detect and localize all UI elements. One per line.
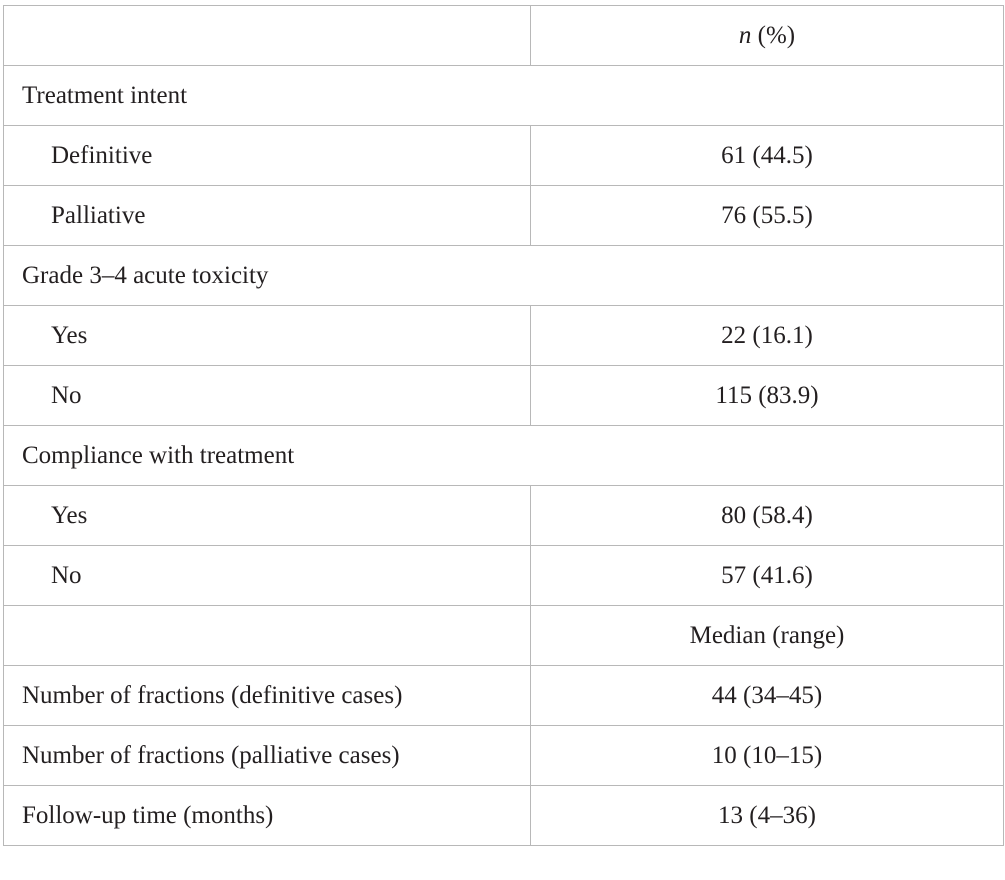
table-row — [4, 486, 1004, 546]
percent-suffix: (%) — [751, 22, 796, 49]
header-n-percent — [531, 6, 1004, 66]
table-row — [4, 786, 1004, 846]
row-value: 57 (41.6) — [531, 546, 1004, 606]
median-header-row — [4, 606, 1004, 666]
table-row — [4, 666, 1004, 726]
row-value: 22 (16.1) — [531, 306, 1004, 366]
table-row — [4, 126, 1004, 186]
summary-table — [3, 5, 1004, 846]
header-row — [4, 6, 1004, 66]
row-value: 61 (44.5) — [531, 126, 1004, 186]
row-label: Yes — [4, 486, 531, 546]
section-title: Treatment intent — [4, 66, 1004, 126]
row-value: 76 (55.5) — [531, 186, 1004, 246]
row-value: 115 (83.9) — [531, 366, 1004, 426]
row-label: Palliative — [4, 186, 531, 246]
section-title: Grade 3–4 acute toxicity — [4, 246, 1004, 306]
table-row — [4, 546, 1004, 606]
row-value: 13 (4–36) — [531, 786, 1004, 846]
row-label: Yes — [4, 306, 531, 366]
table-row — [4, 186, 1004, 246]
row-label: Follow-up time (months) — [4, 786, 531, 846]
table-row — [4, 306, 1004, 366]
n-symbol: n — [738, 22, 752, 49]
section-row-acute-toxicity — [4, 246, 1004, 306]
table-row — [4, 726, 1004, 786]
section-row-treatment-intent — [4, 66, 1004, 126]
table-row — [4, 366, 1004, 426]
row-label: Definitive — [4, 126, 531, 186]
row-value: 44 (34–45) — [531, 666, 1004, 726]
section-title: Compliance with treatment — [4, 426, 1004, 486]
row-label: Number of fractions (definitive cases) — [4, 666, 531, 726]
row-value: 80 (58.4) — [531, 486, 1004, 546]
row-value: 10 (10–15) — [531, 726, 1004, 786]
row-label: Number of fractions (palliative cases) — [4, 726, 531, 786]
median-header: Median (range) — [531, 606, 1004, 666]
header-empty-cell — [4, 6, 531, 66]
row-label: No — [4, 366, 531, 426]
row-label: No — [4, 546, 531, 606]
median-header-empty-cell — [4, 606, 531, 666]
section-row-compliance — [4, 426, 1004, 486]
